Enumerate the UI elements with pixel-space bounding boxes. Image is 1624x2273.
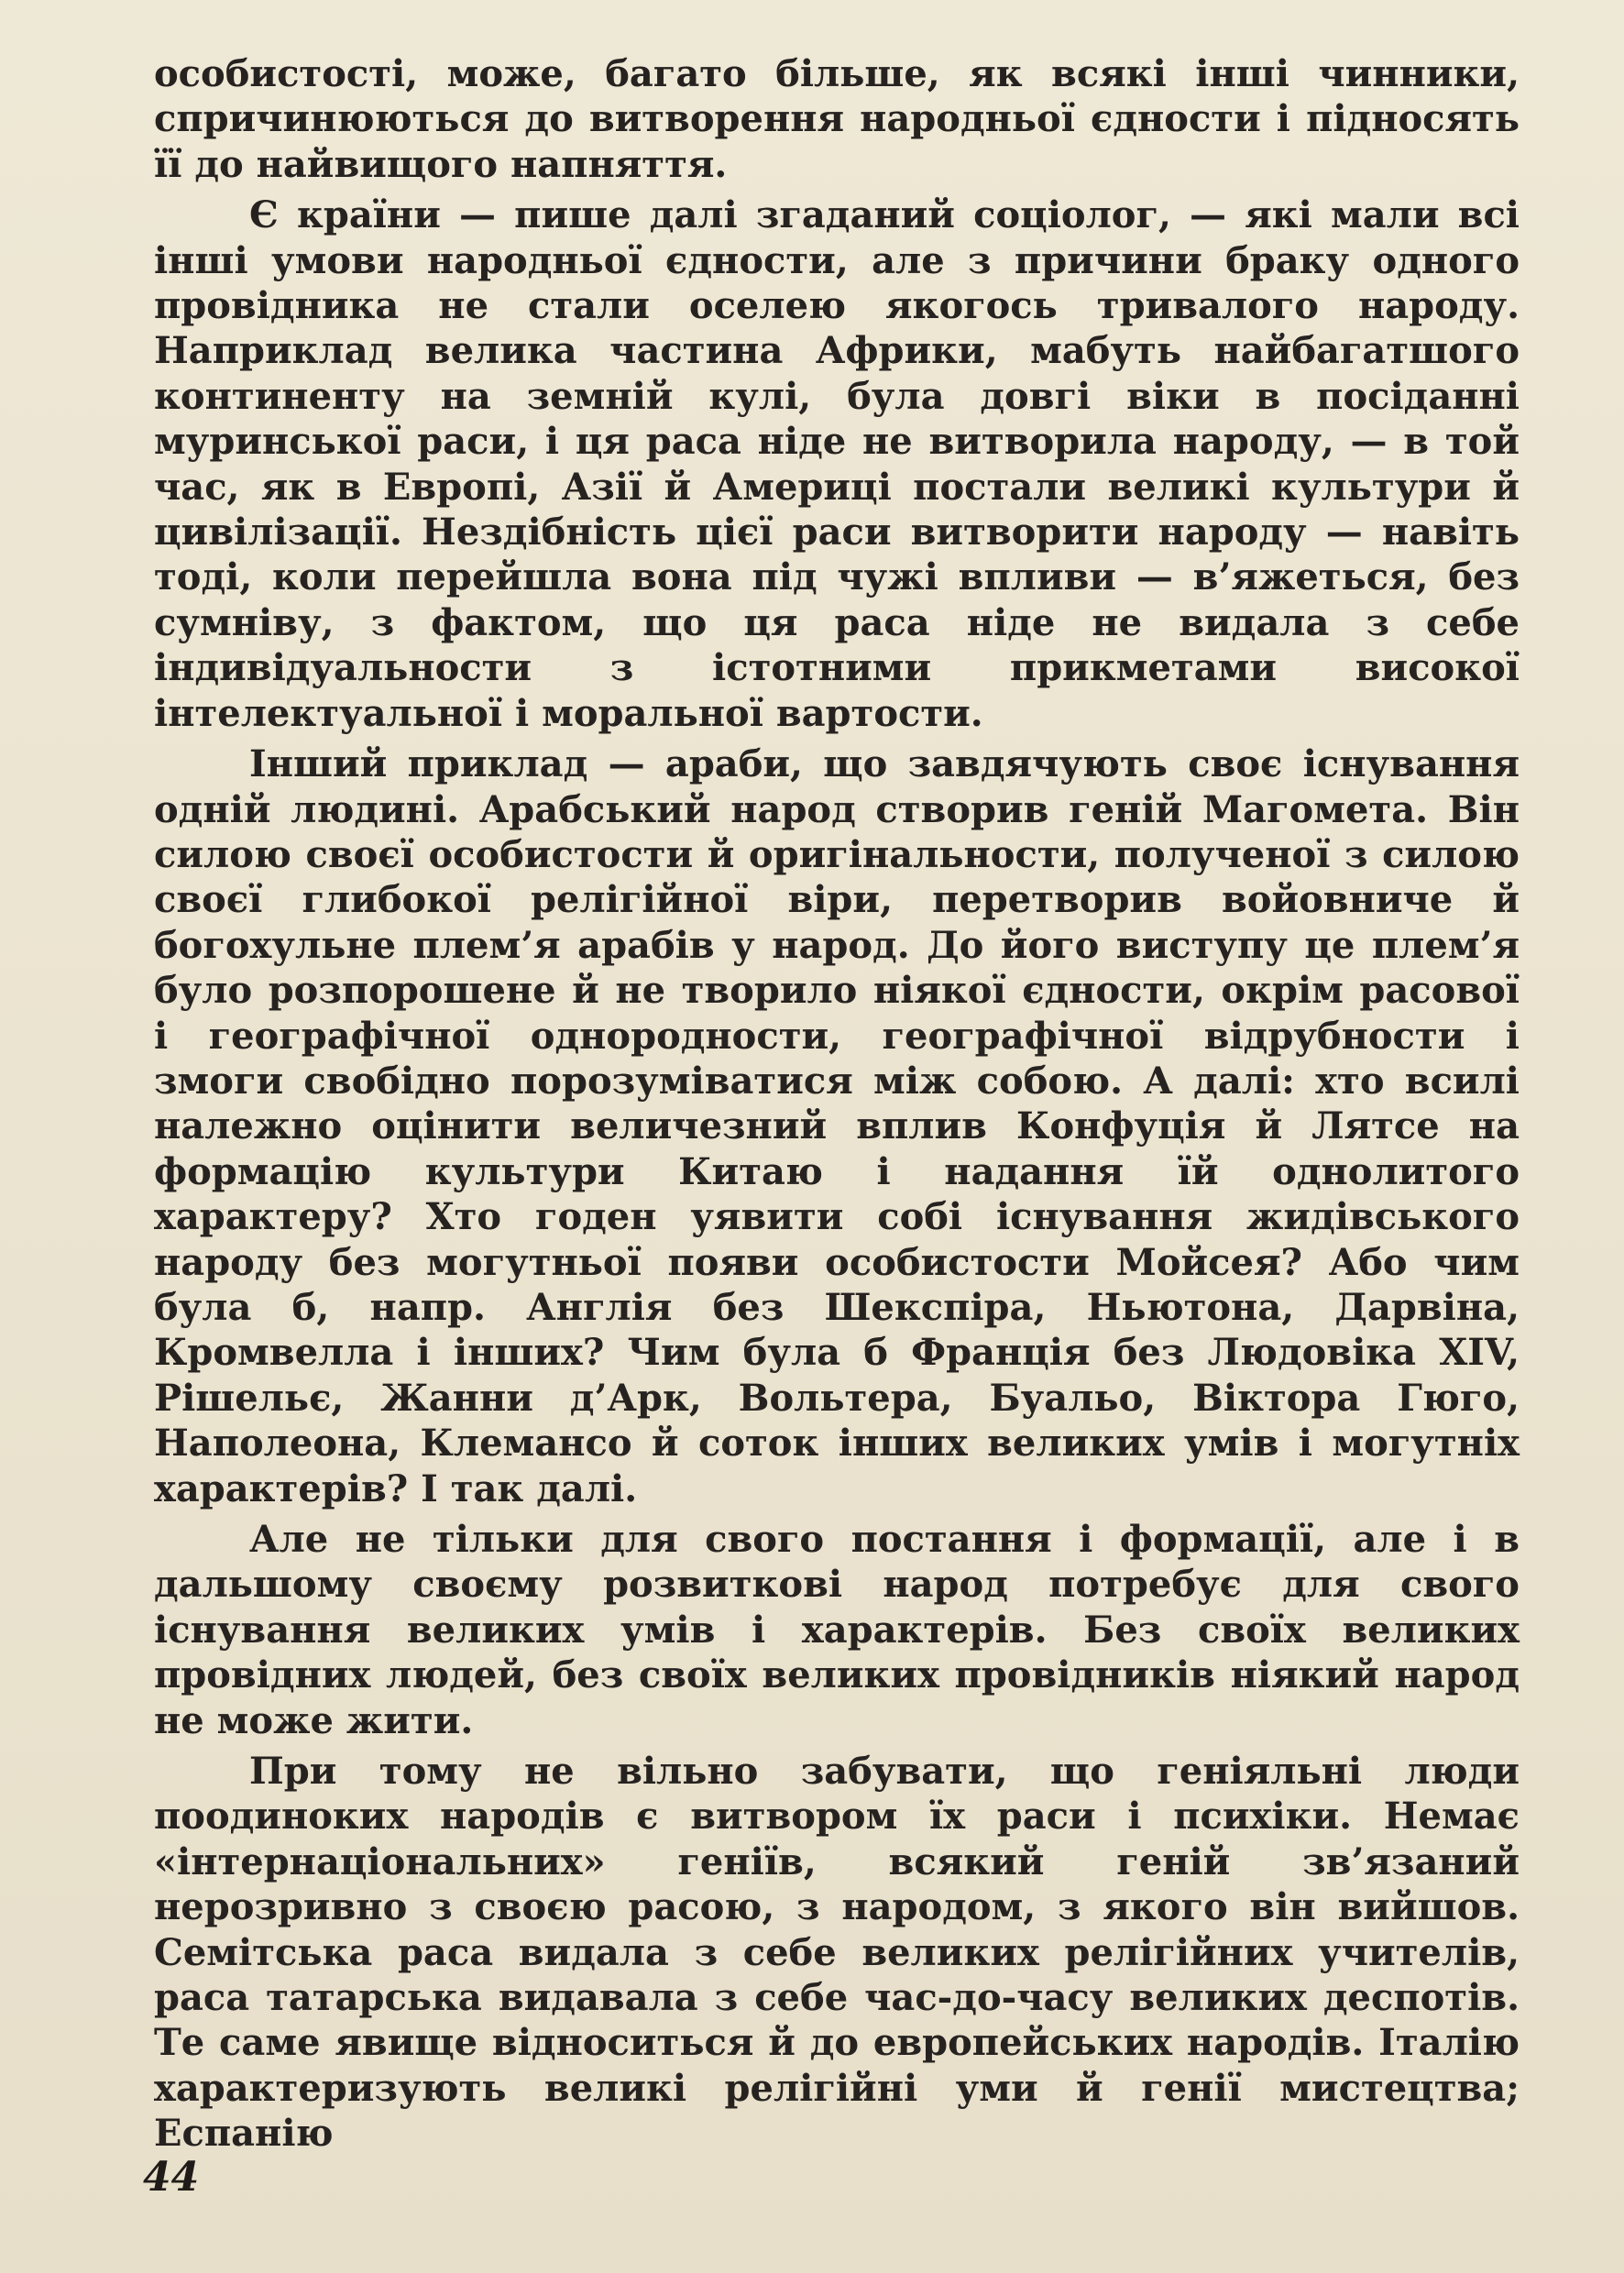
paragraph-2: Є країни — пише далі згаданий соціолог, — які мали всі інші умови народньої єдности, але з причини браку одного провідника не стали оселею якогось тривалого народу. Наприклад велика частина Африки, мабуть найбагатшого континенту на земній кулі, була довгі віки в посіданні муринської раси, і ця раса ніде не витворила народу, — в той час, як в Европі, Азії й Америці постали великі культури й цивілізації. Нездібність цієї раси витворити народу — навіть тоді, коли перейшла вона під чужі впливи — в’яжеться, без сумніву, з фактом, що ця раса ніде не видала з себе індивідуальности з істотними прикметами високої інтелектуальної і моральної вартости. [154, 193, 1520, 735]
page-number: 44 [143, 2154, 200, 2201]
paragraph-5: При тому не вільно забувати, що геніяльні люди поодиноких народів є витвором їх раси і психіки. Немає «інтернаціональних» геніїв, всякий геній зв’язаний нерозривно з своєю расою, з народом, з якого він вийшов. Семітська раса видала з себе великих релігійних учителів, раса татарська видавала з себе час-до-часу великих деспотів. Те саме явище відноситься й до европейських народів. Італію характеризують великі релігійні уми й генії мистецтва; Еспанію [154, 1750, 1520, 2156]
paragraph-3: Інший приклад — араби, що завдячують своє існування одній людині. Арабський народ створив геній Магомета. Він силою своєї особистости й оригінальности, полученої з силою своєї глибокої релігійної віри, перетворив войовниче й богохульне плем’я арабів у народ. До його виступу це плем’я було розпорошене й не творило ніякої єдности, окрім расової і географічної однородности, географічної відрубности і змоги свобідно порозуміватися між собою. А далі: хто всилі належно оцінити величезний вплив Конфуція й Лятсе на формацію культури Китаю і надання їй однолитого характеру? Хто годен уявити собі існування жидівського народу без могутньої появи особистости Мойсея? Або чим була б, напр. Англія без Шекспіра, Ньютона, Дарвіна, Кромвелла і інших? Чим була б Франція без Людовіка XIV, Рішельє, Жанни д’Арк, Вольтера, Буальо, Віктора Гюго, Наполеона, Клемансо й соток інших великих умів і могутніх характерів? І так далі. [154, 742, 1520, 1510]
paragraph-4: Але не тільки для свого постання і формації, але і в дальшому своєму розвиткові народ потребує для свого існування великих умів і характерів. Без своїх великих провідних людей, без своїх великих провідників ніякий народ не може жити. [154, 1518, 1520, 1742]
body-text [154, 51, 1520, 2162]
paragraph-1: особистості, може, багато більше, як всякі інші чинники, спричинюються до витворення народньої єдности і підносять її до найвищого напняття. [154, 52, 1520, 186]
